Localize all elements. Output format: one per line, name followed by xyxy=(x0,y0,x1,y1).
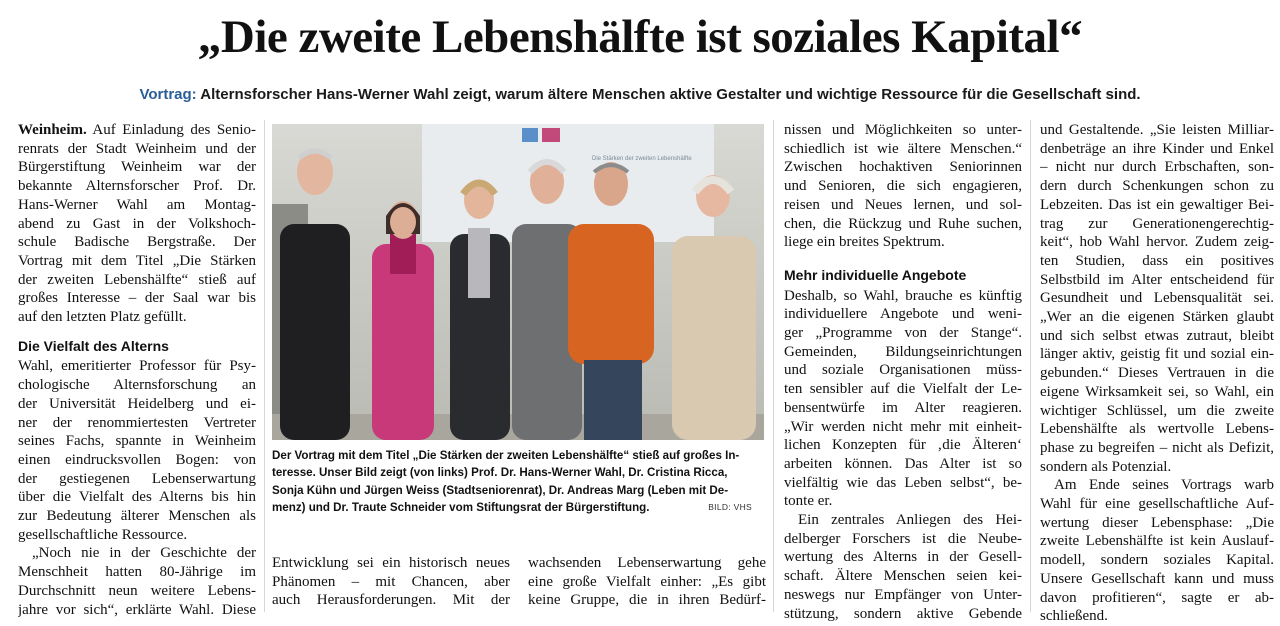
headline: „Die zweite Lebenshälfte ist soziales Kapital“ xyxy=(197,11,1083,63)
article-column-1 xyxy=(18,121,256,619)
paragraph-line: Bürgerstiftung Weinheim war der xyxy=(18,159,256,176)
paragraph-line: neswegs nur Empfänger von Unter- xyxy=(784,586,1022,603)
paragraph-line: schule Badische Bergstraße. Der xyxy=(18,234,256,251)
paragraph-line: reisen und Neues lernen, und sol- xyxy=(784,196,1022,213)
paragraph-line: länger aktiv, geistig fit und sozial ein- xyxy=(1040,346,1274,363)
paragraph-line: davon profitieren“, sagte er ab- xyxy=(1040,589,1274,606)
paragraph-line: lichen Konzepten für ‚die Älteren‘ xyxy=(784,437,1022,454)
paragraph-line: Wahl, emeritierter Professor für Psy- xyxy=(18,358,256,375)
paragraph-line: und Gestaltende. „Sie leisten Milliar- xyxy=(1040,122,1274,138)
photo-credit: BILD: VHS xyxy=(708,501,752,512)
paragraph-line: Zwischen hochaktiven Seniorinnen xyxy=(784,159,1022,176)
paragraph-line: stützung, sondern aktive Gebende xyxy=(784,605,1022,622)
paragraph-line: Selbstbild im Alter entscheidend für xyxy=(1040,271,1274,288)
paragraph-line: nissen und Möglichkeiten so unter- xyxy=(784,122,1022,138)
paragraph-line: Deshalb, so Wahl, brauche es künftig xyxy=(784,287,1022,304)
paragraph-line: schaft. Ältere Menschen seien kei- xyxy=(784,568,1022,585)
paragraph-line: Am Ende seines Vortrags warb xyxy=(1054,477,1274,494)
paragraph-line: ger „Programme von der Stange“. xyxy=(784,325,1022,342)
caption-line: menz) und Dr. Traute Schneider vom Stiftungsrat der Bürgerstiftung. BILD: VHS xyxy=(272,499,766,516)
paragraph-line: zweite Lebenshälfte ist kein Auslauf- xyxy=(1040,533,1274,550)
paragraph-line: Unsere Gesellschaft kann und muss xyxy=(1040,570,1274,587)
column-rule xyxy=(773,120,774,612)
group-photo-illustration xyxy=(272,124,764,440)
paragraph-line: Entwicklung sei ein historisch neues xyxy=(272,555,510,571)
paragraph-line: renrats der Stadt Weinheim und der xyxy=(18,140,256,157)
paragraph-line: keit“, hob Wahl hervor. Zudem zeig- xyxy=(1040,234,1274,251)
paragraph-line: Phänomen – mit Chancen, aber xyxy=(272,573,510,590)
paragraph-line: Vortrag mit dem Titel „Die Stärken xyxy=(18,252,256,269)
paragraph-line: „Wir werden nicht mehr mit einheit- xyxy=(784,418,1022,435)
paragraph-line: delberger Forschers ist die Neube- xyxy=(784,530,1022,547)
section-heading: Die Vielfalt des Alterns xyxy=(18,337,169,354)
paragraph-line: über die Vielfalt des Alterns bis hin xyxy=(18,489,256,506)
paragraph-line: seines Fachs, spannte in Weinheim xyxy=(18,433,256,450)
subheadline-text: Alternsforscher Hans-Werner Wahl zeigt, warum ältere Menschen aktive Gestalter und wichtige Ressource für die Gesellschaft sind. xyxy=(196,86,1141,103)
photo-caption xyxy=(272,447,766,516)
paragraph-line: und Senioren, die sich engagieren, xyxy=(784,178,1022,195)
paragraph-line: bekannte Alternsforscher Prof. Dr. xyxy=(18,178,256,195)
subheadline-kicker: Vortrag: xyxy=(139,86,197,103)
paragraph-line: großes Interesse – der Saal war bis xyxy=(18,290,256,307)
paragraph-line: Lebzeiten. Das ist ein gewaltiger Bei- xyxy=(1040,196,1274,213)
screen-text: Die Stärken der zweiten Lebenshälfte xyxy=(592,156,692,162)
paragraph-line: auch Herausforderungen. Mit der xyxy=(272,592,510,609)
paragraph-line: abend zu Gast in der Volkshoch- xyxy=(18,215,256,232)
paragraph-line: wertung des Alterns in der Gesell- xyxy=(784,549,1022,566)
paragraph-line: schließend. xyxy=(1040,608,1108,625)
paragraph-line: Gemeinden, Bildungseinrichtungen xyxy=(784,343,1022,360)
paragraph-line: Gesundheit und Lebensqualität sei. xyxy=(1040,290,1274,307)
paragraph-line: sondern als Potenzial. xyxy=(1040,458,1172,475)
paragraph-line: jahre vor sich“, erklärte Wahl. Diese xyxy=(18,601,256,618)
paragraph-line: chen, die Rückzug und Ruhe suchen, xyxy=(784,215,1022,232)
paragraph-line: schiedlich ist wie ältere Menschen.“ xyxy=(784,140,1022,157)
paragraph-line: Hans-Werner Wahl am Montag- xyxy=(18,196,256,213)
article-column-2-bottom xyxy=(272,554,510,610)
paragraph-line: Ein zentrales Anliegen des Hei- xyxy=(798,512,1022,529)
paragraph-line: zur Bedeutung älterer Menschen als xyxy=(18,508,256,525)
dateline: Weinheim. xyxy=(18,122,87,138)
article-photo xyxy=(272,124,764,440)
paragraph-line: Weinheim. Auf Einladung des Senio- xyxy=(18,122,256,138)
paragraph-line: tonte er. xyxy=(784,493,833,510)
paragraph-line: chologische Alternsforschung an xyxy=(18,377,256,394)
paragraph-line: und sich selbst etwas zutraut, bleibt xyxy=(1040,327,1274,344)
paragraph-line: der zweiten Lebenshälfte“ stieß auf xyxy=(18,271,256,288)
paragraph-line: ten Studien, dass ein positives xyxy=(1040,252,1274,269)
paragraph-line: wachsenden Lebenserwartung gehe xyxy=(528,555,766,571)
paragraph-line: und soziale Organisationen müss- xyxy=(784,362,1022,379)
column-rule xyxy=(1030,120,1031,612)
paragraph-line: Lebenshälfte als wertvolle Lebens- xyxy=(1040,421,1274,438)
paragraph-line: „Noch nie in der Geschichte der xyxy=(32,545,256,562)
paragraph-line: dern durch Schenkungen schon zu xyxy=(1040,178,1274,195)
paragraph-line: eigene Wirksamkeit sei, so Wahl, ein xyxy=(1040,383,1274,400)
subheadline xyxy=(0,86,1280,103)
column-rule xyxy=(264,120,265,612)
paragraph-line: ten sensibler auf die Vielfalt der Le- xyxy=(784,381,1022,398)
caption-line: Sonja Kühn und Jürgen Weiss (Stadtseniorenrat), Dr. Andreas Marg (Leben mit De- xyxy=(272,483,729,497)
paragraph-line: gesellschaftliche Ressource. xyxy=(18,526,188,543)
caption-line: Der Vortrag mit dem Titel „Die Stärken der zweiten Lebenshälfte“ stieß auf großes In- xyxy=(272,449,740,462)
paragraph-line: keine Gruppe, die in ihren Bedürf- xyxy=(528,592,766,609)
paragraph-line: der Universität Heidelberg und ei- xyxy=(18,395,256,412)
paragraph-line: modell, sondern soziales Kapital. xyxy=(1040,552,1274,569)
article-column-3-bottom xyxy=(528,554,766,610)
paragraph-line: eine große Vielfalt einher: „Es gibt xyxy=(528,573,766,590)
paragraph-line: auf den letzten Platz gefüllt. xyxy=(18,309,187,326)
paragraph-line: Menschheit hatten 80-Jährige im xyxy=(18,564,256,581)
section-heading: Mehr individuelle Angebote xyxy=(784,266,967,283)
paragraph-line: ner der renommiertesten Vertreter xyxy=(18,414,256,431)
paragraph-line: „Wer an die eigenen Stärken glaubt xyxy=(1040,309,1274,326)
paragraph-line: vielfältig wie das Leben selbst“, be- xyxy=(784,474,1022,491)
paragraph-line: einen eindrucksvollen Bogen: von xyxy=(18,451,256,468)
article-column-5 xyxy=(1040,121,1274,626)
paragraph-line: Durchschnitt neun weitere Lebens- xyxy=(18,582,256,599)
paragraph-line: wichtiger Schlüssel, um die zweite xyxy=(1040,402,1274,419)
paragraph-line: arbeiten können. Das Alter ist so xyxy=(784,455,1022,472)
paragraph-line: gebunden.“ Dieses Vertrauen in die xyxy=(1040,365,1274,382)
paragraph-line: individuellere Angebote und weni- xyxy=(784,306,1022,323)
paragraph-line: der gestiegenen Lebenserwartung xyxy=(18,470,256,487)
caption-line: teresse. Unser Bild zeigt (von links) Prof. Dr. Hans-Werner Wahl, Dr. Cristina Ricca, xyxy=(272,466,728,480)
paragraph-line: bensentwürfe im Alter reagieren. xyxy=(784,399,1022,416)
article-column-4 xyxy=(784,121,1022,623)
paragraph-line: denbeträge an ihre Kinder und Enkel xyxy=(1040,140,1274,157)
paragraph-line: wertung dieser Lebensphase: „Die xyxy=(1040,514,1274,531)
paragraph-line: liege ein breites Spektrum. xyxy=(784,234,945,251)
paragraph-line: – nicht nur durch Erbschaften, son- xyxy=(1040,159,1274,176)
paragraph-line: phase zu begreifen – nicht als Defizit, xyxy=(1040,439,1274,456)
paragraph-line: trag zur Generationengerechtig- xyxy=(1040,215,1274,232)
paragraph-line: Wahl für eine gesellschaftliche Auf- xyxy=(1040,496,1274,513)
